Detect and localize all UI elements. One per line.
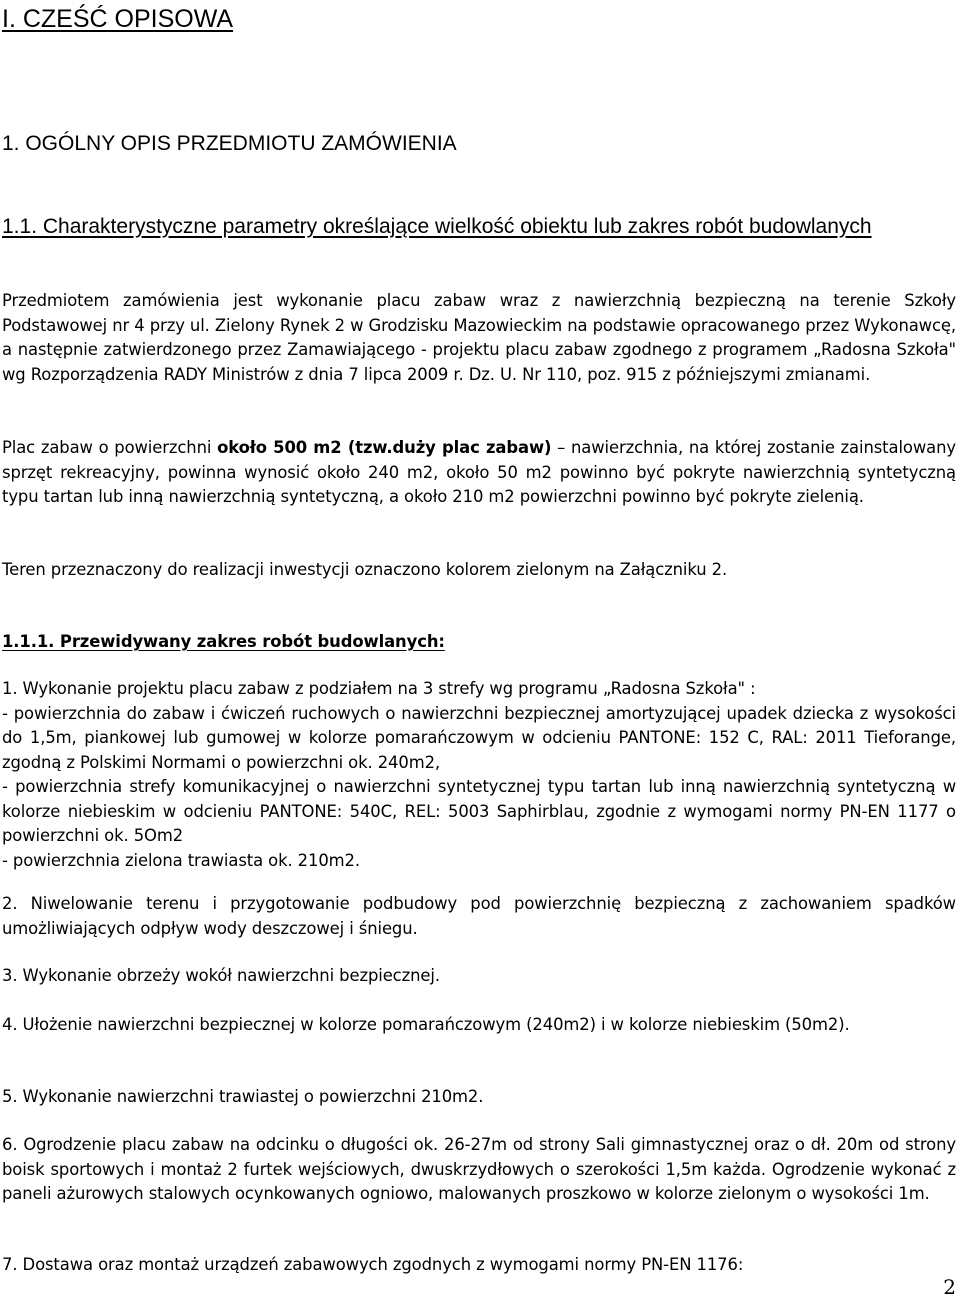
list-item-5-text: 5. Wykonanie nawierzchni trawiastej o powierzchni 210m2. bbox=[2, 1087, 484, 1106]
list-item-7 bbox=[2, 1253, 956, 1278]
area-paragraph-text bbox=[2, 436, 956, 510]
terrain-paragraph bbox=[2, 558, 956, 583]
list-item-5 bbox=[2, 1085, 956, 1110]
page-number: 2 bbox=[943, 1275, 956, 1299]
list-item-6 bbox=[2, 1133, 956, 1207]
list-item-4 bbox=[2, 1013, 956, 1038]
section-heading-1: 1. OGÓLNY OPIS PRZEDMIOTU ZAMÓWIENIA bbox=[2, 132, 457, 155]
list-item-2 bbox=[2, 892, 956, 941]
section-heading-1-1: 1.1. Charakterystyczne parametry określające wielkość obiektu lub zakres robót budowlanych bbox=[2, 215, 872, 238]
list-item-1 bbox=[2, 677, 956, 873]
intro-paragraph-text: Przedmiotem zamówienia jest wykonanie placu zabaw wraz z nawierzchnią bezpieczną na terenie Szkoły Podstawowej nr 4 przy ul. Zielony Rynek 2 w Grodzisku Mazowieckim na podstawie opracowanego przez Wykonawcę, a następnie zatwierdzonego przez Zamawiającego - projektu placu zabaw zgodnego z programem „Radosna Szkoła" wg Rozporządzenia RADY Ministrów z dnia 7 lipca 2009 r. Dz. U. Nr 110, poz. 915 z późniejszymi zmianami. bbox=[2, 291, 956, 384]
list-item-6-text: 6. Ogrodzenie placu zabaw na odcinku o długości ok. 26-27m od strony Sali gimnastycznej oraz o dł. 20m od strony boisk sportowych i montaż 2 furtek wejściowych, dwuskrzydłowych o szerokości 1,5m każda. Ogrodzenie wykonać z paneli ażurowych stalowych ocynkowanych ogniowo, malowanych proszkowo w kolorze zielonym o wysokości 1m. bbox=[2, 1135, 956, 1203]
part-title: I. CZEŚĆ OPISOWA bbox=[2, 5, 234, 33]
list-item-1-intro: 1. Wykonanie projektu placu zabaw z podziałem na 3 strefy wg programu „Radosna Szkoła" : bbox=[2, 679, 756, 698]
terrain-paragraph-text: Teren przeznaczony do realizacji inwestycji oznaczono kolorem zielonym na Załączniku 2. bbox=[2, 560, 728, 579]
section-heading-1-1-1-text: 1.1.1. Przewidywany zakres robót budowlanych: bbox=[2, 632, 445, 651]
list-item-2-text: 2. Niwelowanie terenu i przygotowanie podbudowy pod powierzchnię bezpieczną z zachowaniem spadków umożliwiających odpływ wody deszczowej i śniegu. bbox=[2, 894, 956, 938]
list-item-1-line-a: - powierzchnia do zabaw i ćwiczeń ruchowych o nawierzchni bezpiecznej amortyzującej upadek dziecka z wysokości do 1,5m, piankowej lub gumowej w kolorze pomarańczowym w odcieniu PANTONE: 152 C, RAL: 2011 Tieforange, zgodną z Polskimi Normami o powierzchni ok. 240m2, bbox=[2, 703, 956, 772]
intro-paragraph bbox=[2, 289, 956, 387]
list-item-1-line-b: - powierzchnia strefy komunikacyjnej o nawierzchni syntetycznej typu tartan lub inną nawierzchnią syntetyczną w kolorze niebieskim w odcieniu PANTONE: 540C, REL: 5003 Saphirblau, zgodnie z wymogami normy PN-EN 1177 o powierzchni ok. 5Om2 bbox=[2, 777, 956, 845]
area-paragraph bbox=[2, 436, 956, 510]
list-item-1-line-c: - powierzchnia zielona trawiasta ok. 210m2. bbox=[2, 850, 360, 870]
area-text-part1: Plac zabaw o powierzchni bbox=[2, 438, 218, 457]
list-item-3 bbox=[2, 964, 956, 989]
section-heading-1-1-1 bbox=[2, 630, 956, 655]
list-item-7-text: 7. Dostawa oraz montaż urządzeń zabawowych zgodnych z wymogami normy PN-EN 1176: bbox=[2, 1255, 744, 1274]
list-item-4-text: 4. Ułożenie nawierzchni bezpiecznej w kolorze pomarańczowym (240m2) i w kolorze niebieskim (50m2). bbox=[2, 1015, 850, 1034]
list-item-3-text: 3. Wykonanie obrzeży wokół nawierzchni bezpiecznej. bbox=[2, 966, 440, 985]
area-text-part2: – nawierzchnia, na której zostanie zainstalowany sprzęt rekreacyjny, powinna wynosić około 240 m2, około 50 m2 powinno być pokryte nawierzchnią syntetyczną typu tartan lub inną nawierzchnią syntetyczną, a około 210 m2 powierzchni powinno być pokryte zielenią. bbox=[2, 438, 956, 506]
area-text-bold: około 500 m2 (tzw.duży plac zabaw) bbox=[217, 438, 552, 457]
